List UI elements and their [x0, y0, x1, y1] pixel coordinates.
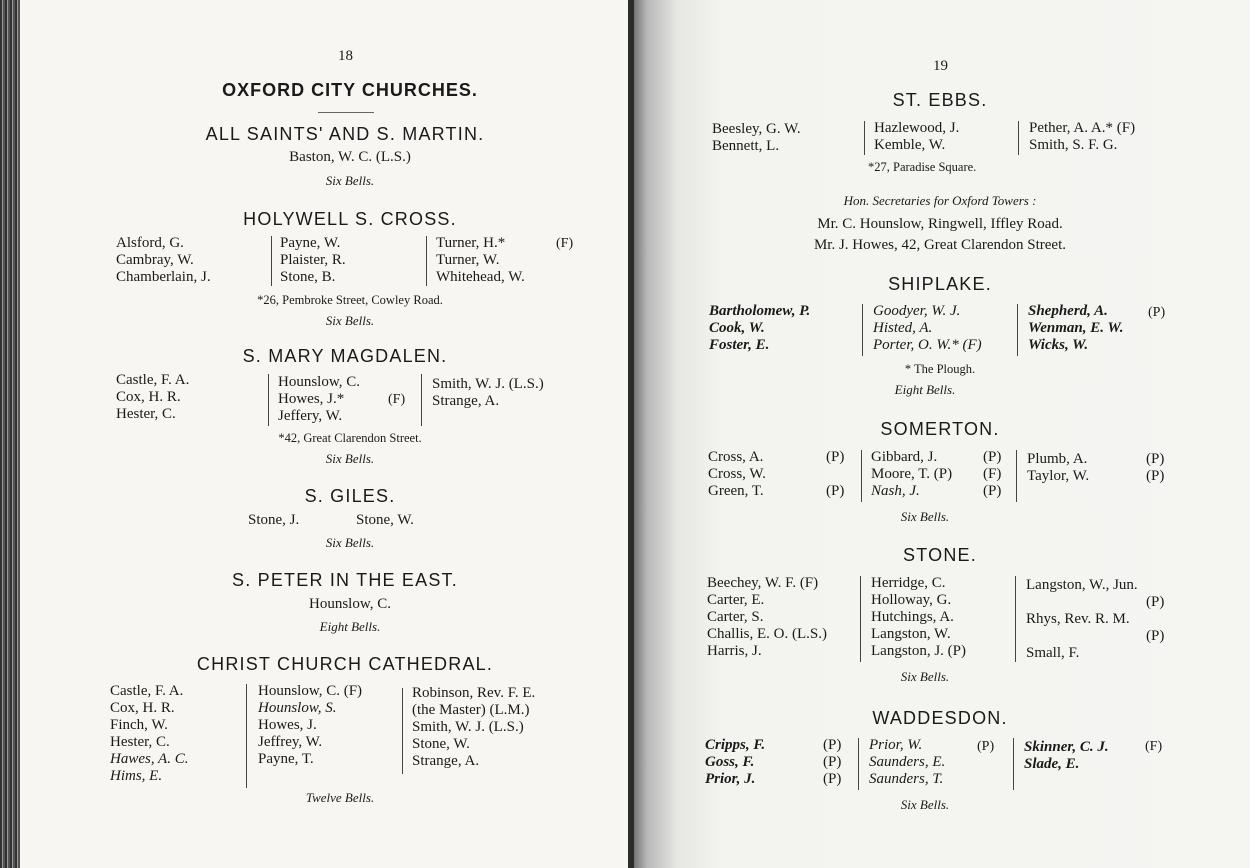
book-gutter [628, 0, 634, 868]
ringer-name: Saunders, T. [869, 771, 944, 787]
foreman-mark: (F) [556, 236, 574, 251]
column-divider [1015, 576, 1016, 662]
ringer-name: Rhys, Rev. R. M. [1026, 611, 1130, 627]
ringer-name: Cripps, F. [705, 737, 766, 753]
ringer-name: Strange, A. [412, 753, 480, 769]
status-mark: (P) [826, 449, 845, 465]
page-number-left: 18 [338, 48, 353, 64]
ringer-name: Turner, H.* [436, 235, 506, 251]
ringer-name: Hester, C. [110, 734, 170, 750]
ringer-name: Nash, J. [871, 483, 920, 499]
christ-church-col3 [412, 685, 535, 770]
ringer-name: Goodyer, W. J. [873, 303, 961, 319]
ringer-name: Payne, T. [258, 751, 314, 767]
ringer-name: Goss, F. [705, 754, 755, 770]
ringer-name: Hawes, A. C. [110, 751, 189, 767]
ringer-name: Castle, F. A. [110, 683, 184, 699]
ringer-name: Saunders, E. [869, 754, 946, 770]
ringer-name: Hazlewood, J. [874, 120, 960, 136]
ringer-name: Cross, A. [708, 449, 764, 465]
address-magdalen: *42, Great Clarendon Street. [278, 431, 422, 445]
magdalen-col2 [278, 374, 360, 425]
foreman-mark: (F) [1145, 739, 1163, 754]
address-shiplake: * The Plough. [904, 362, 976, 376]
column-divider [861, 450, 862, 502]
ringers-peter: Hounslow, C. [309, 596, 391, 612]
ringer-name: Carter, E. [707, 592, 765, 608]
ringer-name: Hounslow, S. [258, 700, 337, 716]
ringer-name: Hounslow, C. (F) [258, 683, 363, 699]
ringer-name: Challis, E. O. (L.S.) [707, 626, 827, 642]
ringer-name: Prior, W. [869, 737, 923, 753]
bells-stone: Six Bells. [900, 669, 950, 684]
secretary-line-2: Mr. J. Howes, 42, Great Clarendon Street. [813, 237, 1067, 253]
ringer-name: Skinner, C. J. [1024, 739, 1109, 755]
ringer-name: (the Master) (L.M.) [412, 702, 530, 718]
bells-peter: Eight Bells. [319, 619, 381, 634]
column-divider [1013, 738, 1014, 790]
bells-giles: Six Bells. [325, 535, 375, 550]
ringer-name: Cambray, W. [116, 252, 194, 268]
status-mark: (P) [1146, 628, 1165, 644]
section-title-all-saints: ALL SAINTS' AND S. MARTIN. [205, 124, 485, 144]
ringer-name: Cox, H. R. [116, 389, 181, 405]
shiplake-col2 [873, 303, 982, 354]
title-rule [318, 112, 374, 113]
waddesdon-col2 [869, 737, 945, 788]
ringer-name: Porter, O. W.* (F) [873, 337, 982, 353]
magdalen-col1 [116, 372, 189, 423]
ringer-name: Harris, J. [707, 643, 762, 659]
ebbs-col1 [712, 121, 801, 155]
somerton-col1 [708, 449, 766, 500]
bells-somerton: Six Bells. [900, 509, 950, 524]
somerton-col3 [1027, 451, 1089, 485]
section-title-waddesdon: WADDESDON. [872, 708, 1008, 728]
address-ebbs: *27, Paradise Square. [868, 160, 977, 174]
christ-church-col1 [110, 683, 188, 785]
ringer-name: Pether, A. A.* (F) [1029, 120, 1136, 136]
bells-holywell: Six Bells. [325, 313, 375, 328]
ringer-name: Jeffrey, W. [258, 734, 323, 750]
stone-col2 [871, 575, 966, 660]
status-mark: (P) [823, 737, 842, 753]
column-divider [858, 738, 859, 790]
ringer-name: Slade, E. [1024, 756, 1080, 772]
ringer-name: Kemble, W. [874, 137, 946, 153]
main-title: OXFORD CITY CHURCHES. [222, 80, 478, 100]
bells-magdalen: Six Bells. [325, 451, 375, 466]
ringer-name: Prior, J. [705, 771, 756, 787]
column-divider [421, 374, 422, 426]
section-title-holywell: HOLYWELL S. CROSS. [243, 209, 457, 229]
ringer-name: Langston, W., Jun. [1026, 577, 1138, 593]
status-mark: (F) [983, 466, 1002, 482]
somerton-col3-marks [1146, 451, 1164, 485]
ringer-name: Finch, W. [110, 717, 168, 733]
ringer-name: Langston, W. [871, 626, 951, 642]
ringer-name: Small, F. [1026, 645, 1080, 661]
holywell-col2 [280, 235, 346, 286]
shiplake-col3 [1028, 303, 1123, 354]
ringer-name: Bartholomew, P. [709, 303, 811, 319]
secretaries-heading: Hon. Secretaries for Oxford Towers : [843, 193, 1037, 208]
section-title-somerton: SOMERTON. [880, 419, 1000, 439]
ringer-name: Cross, W. [708, 466, 766, 482]
ringer-name: Stone, B. [280, 269, 336, 285]
holywell-col1 [116, 235, 211, 286]
magdalen-col3 [432, 376, 544, 410]
status-mark: (P) [1146, 451, 1165, 467]
secretary-line-1: Mr. C. Hounslow, Ringwell, Iffley Road. [817, 216, 1063, 232]
shiplake-col1 [709, 303, 810, 354]
status-mark: (P) [1146, 594, 1165, 610]
ringer-name: Plaister, R. [280, 252, 346, 268]
ringer-name: Chamberlain, J. [116, 269, 211, 285]
ringer-name: Plumb, A. [1027, 451, 1088, 467]
page-number-right: 19 [933, 58, 948, 74]
ringer-name: Strange, A. [432, 393, 500, 409]
ringer-name: Howes, J.* [278, 391, 345, 407]
ringer-name: Wicks, W. [1028, 337, 1089, 353]
status-mark: (P) [983, 449, 1002, 465]
column-divider [271, 236, 272, 286]
ringer-name: Taylor, W. [1027, 468, 1090, 484]
waddesdon-col1-marks [823, 737, 841, 788]
ringer-name: Jeffery, W. [278, 408, 343, 424]
ringer-name: Payne, W. [280, 235, 341, 251]
somerton-col1-marks [826, 449, 844, 500]
column-divider [864, 121, 865, 155]
column-divider [862, 304, 863, 356]
ringer-name: Wenman, E. W. [1028, 320, 1124, 336]
waddesdon-col3 [1024, 739, 1109, 773]
ringers-all-saints: Baston, W. C. (L.S.) [289, 149, 411, 165]
status-mark: (P) [823, 754, 842, 770]
ringer-name: Smith, W. J. (L.S.) [432, 376, 544, 392]
ringer-name: Bennett, L. [712, 138, 780, 154]
column-divider [1016, 450, 1017, 502]
ringer-name: Stone, W. [412, 736, 470, 752]
ringer-name: Hutchings, A. [871, 609, 954, 625]
ringer-name: Cook, W. [709, 320, 765, 336]
ringer-name: Alsford, G. [116, 235, 184, 251]
holywell-col3 [436, 235, 525, 286]
waddesdon-col1 [705, 737, 765, 788]
ebbs-col3 [1029, 120, 1135, 154]
column-divider [402, 688, 403, 774]
column-divider [860, 576, 861, 662]
ringer-name: Shepherd, A. [1028, 303, 1108, 319]
ringer-name: Foster, E. [709, 337, 770, 353]
section-title-stone: STONE. [903, 545, 977, 565]
ringer-name: Castle, F. A. [116, 372, 190, 388]
bells-shiplake: Eight Bells. [894, 382, 956, 397]
ringer-name: Smith, W. J. (L.S.) [412, 719, 524, 735]
ringer-name: Gibbard, J. [871, 449, 938, 465]
ringer-name: Moore, T. (P) [871, 466, 953, 482]
ringer-name: Howes, J. [258, 717, 317, 733]
ringer-name: Turner, W. [436, 252, 500, 268]
bells-all-saints: Six Bells. [325, 173, 375, 188]
place-mark: (P) [1148, 305, 1166, 320]
section-title-shiplake: SHIPLAKE. [888, 274, 992, 294]
christ-church-col2 [258, 683, 362, 768]
book-spine [0, 0, 20, 868]
ringer-name: Robinson, Rev. F. E. [412, 685, 536, 701]
ebbs-col2 [874, 120, 959, 154]
ringer-name: Green, T. [708, 483, 764, 499]
bells-waddesdon: Six Bells. [900, 797, 950, 812]
somerton-col2-marks [983, 449, 1001, 500]
column-divider [1018, 121, 1019, 155]
status-mark [826, 466, 844, 483]
section-title-peter: S. PETER IN THE EAST. [232, 570, 458, 590]
ringer-name: Holloway, G. [871, 592, 952, 608]
column-divider [1017, 304, 1018, 356]
ringer-name: Stone, J. [248, 512, 300, 528]
ringer-name: Whitehead, W. [436, 269, 525, 285]
status-mark: (P) [1146, 468, 1165, 484]
column-divider [426, 236, 427, 286]
stone-col3 [1026, 577, 1164, 662]
ringer-name: Beesley, G. W. [712, 121, 801, 137]
section-title-christ-church: CHRIST CHURCH CATHEDRAL. [196, 654, 494, 674]
ringer-name: Smith, S. F. G. [1029, 137, 1118, 153]
status-mark: (P) [983, 483, 1002, 499]
ringer-name: Cox, H. R. [110, 700, 175, 716]
bells-christ-church: Twelve Bells. [305, 790, 375, 805]
ringer-name: Hester, C. [116, 406, 176, 422]
status-mark: (P) [823, 771, 842, 787]
section-title-ebbs: ST. EBBS. [892, 90, 988, 110]
ringer-name: Langston, J. (P) [871, 643, 966, 659]
ringer-name: Stone, W. [356, 512, 414, 528]
ringer-name: Hounslow, C. [278, 374, 360, 390]
ringer-name: Hims, E. [110, 768, 163, 784]
stone-col1 [707, 575, 827, 660]
column-divider [268, 374, 269, 426]
ringer-name: Carter, S. [707, 609, 764, 625]
ringer-name: Herridge, C. [871, 575, 946, 591]
address-holywell: *26, Pembroke Street, Cowley Road. [257, 293, 443, 307]
column-divider [246, 684, 247, 788]
ringer-name: Beechey, W. F. (F) [707, 575, 819, 591]
ringer-name: Histed, A. [873, 320, 933, 336]
status-mark: (P) [977, 739, 995, 754]
foreman-mark: (F) [388, 392, 406, 407]
status-mark: (P) [826, 483, 845, 499]
somerton-col2 [871, 449, 952, 500]
section-title-giles: S. GILES. [304, 486, 396, 506]
section-title-magdalen: S. MARY MAGDALEN. [242, 346, 448, 366]
